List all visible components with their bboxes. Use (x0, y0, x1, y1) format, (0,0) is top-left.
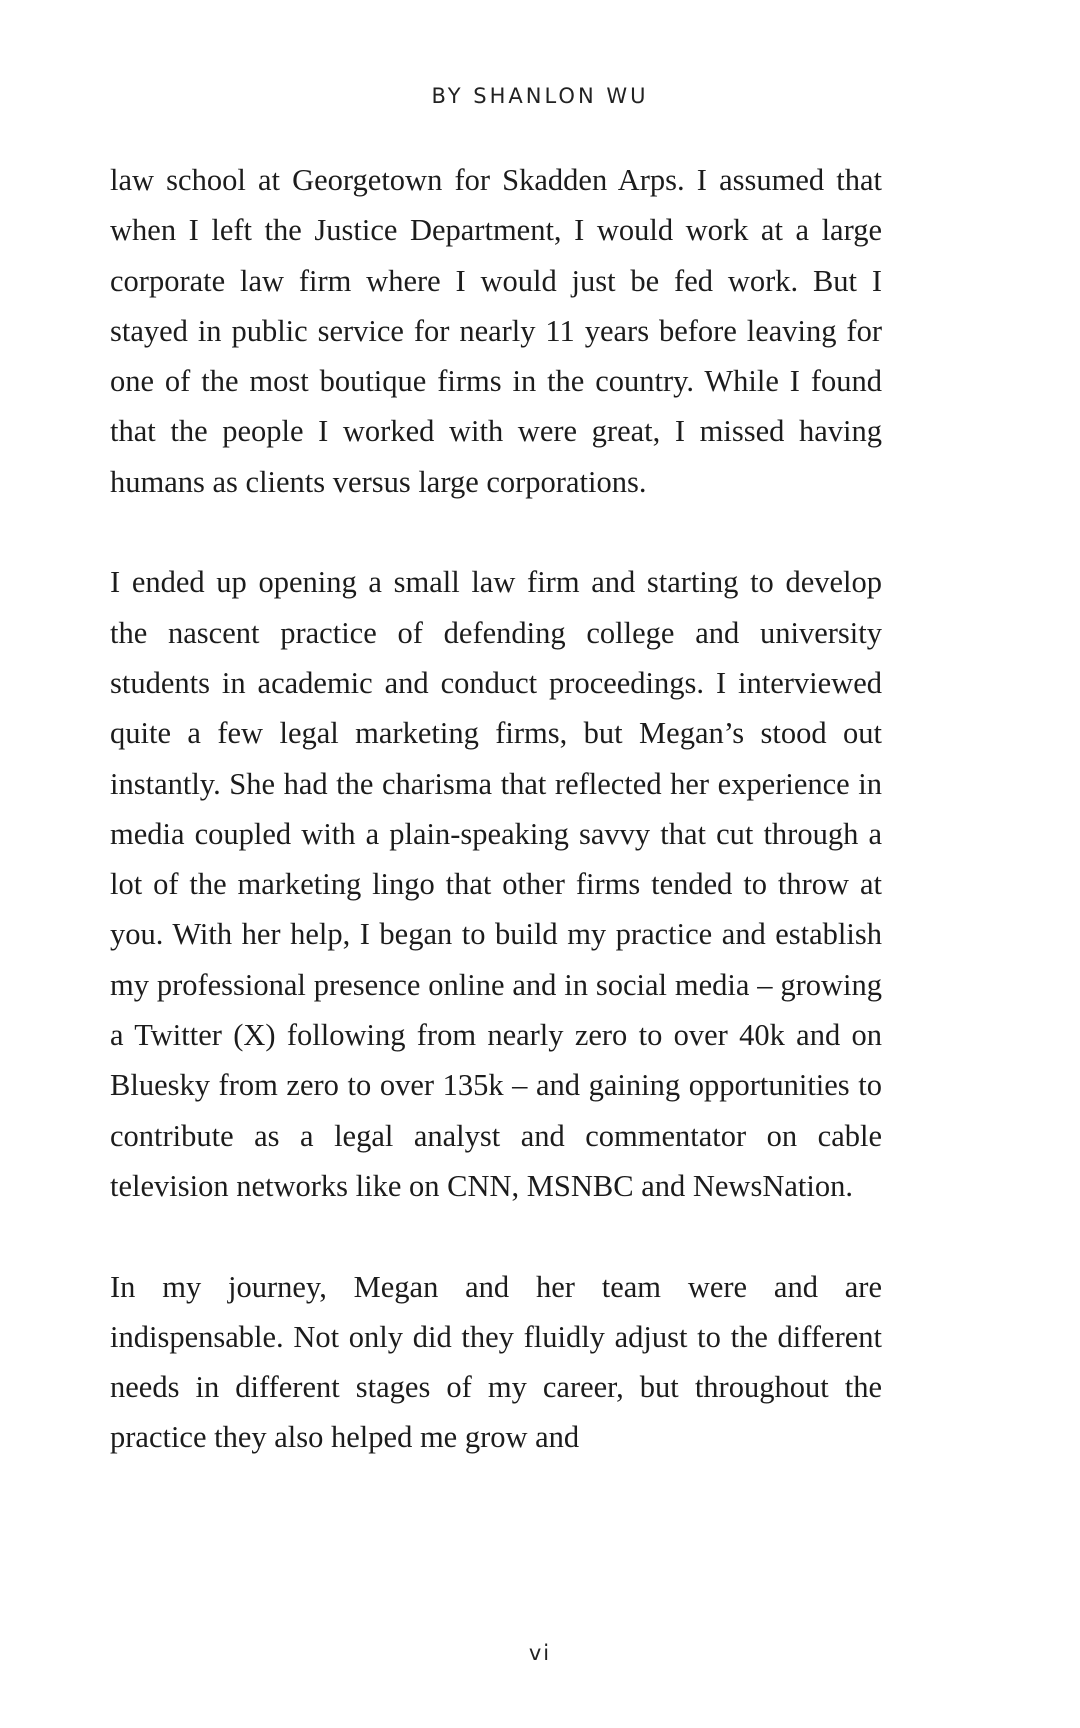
body-text (110, 155, 882, 1463)
paragraph-2: I ended up opening a small law firm and starting to develop the nascent practice of defending college and university students in academic and conduct proceedings. I interviewed quite a few legal marketing firms, but Megan’s stood out instantly. She had the charisma that reflected her experience in media coupled with a plain-speaking savvy that cut through a lot of the marketing lingo that other firms tended to throw at you. With her help, I began to build my practice and establish my professional presence online and in social media – growing a Twitter (X) following from nearly zero to over 40k and on Bluesky from zero to over 135k – and gaining opportunities to contribute as a legal analyst and commentator on cable television networks like on CNN, MSNBC and NewsNation. (110, 565, 882, 1203)
paragraph-1: law school at Georgetown for Skadden Arps. I assumed that when I left the Justice Department, I would work at a large corporate law firm where I would just be fed work. But I stayed in public service for nearly 11 years before leaving for one of the most boutique firms in the country. While I found that the people I worked with were great, I missed having humans as clients versus large corporations. (110, 163, 882, 499)
paragraph-3: In my journey, Megan and her team were and are indispensable. Not only did they fluidly adjust to the different needs in different stages of my career, but throughout the practice they also helped me grow and (110, 1269, 882, 1455)
page-number: vi (528, 1641, 552, 1665)
running-head: BY SHANLON WU (431, 84, 649, 108)
